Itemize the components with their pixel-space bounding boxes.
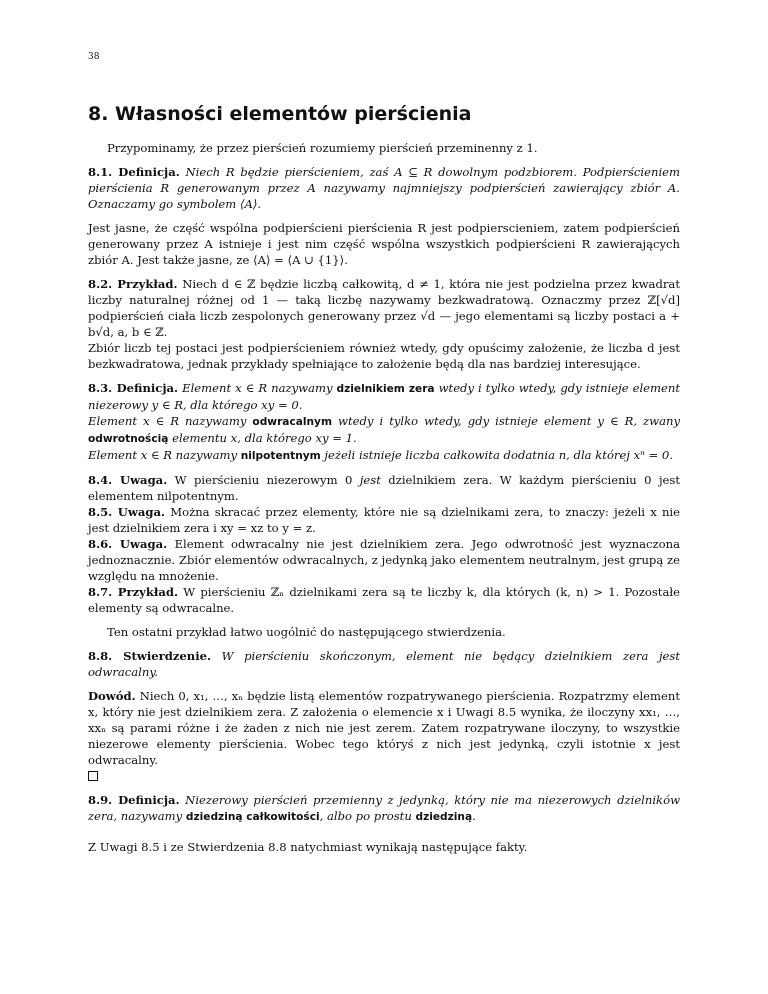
term-invertible: odwracalnym: [252, 416, 332, 428]
remarks-block: [88, 472, 680, 616]
remark-8-4: [88, 473, 680, 503]
example-8-2-continuation: Zbiór liczb tej postaci jest podpierścieniem również wtedy, gdy opuścimy założenie, że liczba d jest bezkwadratowa, jednak przykłady spełniające to założenie będą dla nas bardziej interesujące.: [88, 341, 680, 371]
definition-8-1-label: 8.1. Definicja.: [88, 165, 180, 179]
definition-8-3-sentence2-middle: wtedy i tylko wtedy, gdy istnieje element y ∈ R, zwany: [338, 414, 680, 428]
example-8-7-text: W pierścieniu ℤₙ dzielnikami zera są te liczby k, dla których (k, n) > 1. Pozostałe elementy są odwracalne.: [88, 585, 680, 615]
proposition-8-8: [88, 648, 680, 680]
proof-paragraph: [88, 688, 680, 784]
definition-8-3-sentence1-start: Element x ∈ R nazywamy: [182, 381, 333, 395]
remark-8-6-label: 8.6. Uwaga.: [88, 537, 168, 551]
term-nilpotent: nilpotentnym: [240, 450, 321, 462]
example-8-2: [88, 276, 680, 340]
remark-8-4-text-end: dzielnikiem zera. W każdym pierścieniu 0 jest elementem nilpotentnym.: [88, 473, 681, 503]
definition-8-9-text-middle: , albo po prostu: [319, 809, 412, 823]
remark-8-5: [88, 505, 680, 535]
definition-8-3: [88, 380, 680, 464]
closing-paragraph: Z Uwagi 8.5 i ze Stwierdzenia 8.8 natychmiast wynikają następujące fakty.: [88, 840, 528, 854]
definition-8-1: [88, 164, 680, 212]
example-8-7-label: 8.7. Przykład.: [88, 585, 179, 599]
proposition-8-8-text: W pierścieniu skończonym, element nie będący dzielnikiem zera jest odwracalny.: [88, 649, 681, 679]
page-title: 8. Własności elementów pierścienia: [88, 103, 472, 125]
definition-8-3-sentence3-end: jeżeli istnieje liczba całkowita dodatnia n, dla której xⁿ = 0.: [324, 448, 673, 462]
paragraph-after-8-1: Jest jasne, że część wspólna podpierścieni pierścienia R jest podpierscieniem, zatem podpierścień generowany przez A istnieje i jest nim część wspólna wszystkich podpierścieni R zawierających zbiór A. Jest także jasne, ze ⟨A⟩ = ⟨A ∪ {1}⟩.: [88, 221, 680, 267]
term-domain: dziedziną: [415, 811, 473, 823]
term-integral-domain: dziedziną całkowitości: [185, 811, 320, 823]
remark-8-6: [88, 537, 680, 583]
term-zero-divisor: dzielnikiem zera: [336, 383, 435, 395]
proof-text: Niech 0, x₁, …, xₙ będzie listą elementów rozpatrywanego pierścienia. Rozpatrzmy element x, który nie jest dzielnikiem zera. Z założenia o elemencie x i Uwagi 8.5 wynika, że iloczyny xx₁, …, xxₙ są parami różne i że żaden z nich nie jest zerem. Zatem rozpatrywane iloczyny, to wszystkie niezerowe elementy pierścienia. Wobec tego któryś z nich jest jedynką, czyli istotnie x jest odwracalny.: [88, 689, 681, 767]
example-8-2-label: 8.2. Przykład.: [88, 277, 178, 291]
definition-8-9-text-end: .: [472, 809, 476, 823]
definition-8-9: [88, 792, 680, 825]
definition-8-1-text: Niech R będzie pierścieniem, zaś A ⊆ R dowolnym podzbiorem. Podpierścieniem pierścienia R generowanym przez A nazywamy najmniejszy podpierścień zawierający zbiór A. Oznaczamy go symbolem ⟨A⟩.: [88, 165, 681, 211]
definition-8-3-sentence3-start: Element x ∈ R nazywamy: [88, 448, 238, 462]
remark-8-4-emphasis: jest: [359, 473, 381, 487]
example-8-7: [88, 585, 680, 615]
intro-paragraph: Przypominamy, że przez pierścień rozumiemy pierścień przeminenny z 1.: [107, 141, 538, 155]
definition-8-3-sentence1-end: wtedy i tylko wtedy, gdy istnieje element niezerowy y ∈ R, dla którego xy = 0.: [88, 381, 680, 412]
definition-8-3-sentence2-start: Element x ∈ R nazywamy: [88, 414, 247, 428]
remark-8-5-text: Można skracać przez elementy, które nie są dzielnikami zera, to znaczy: jeżeli x nie jest dzielnikiem zera i xy = xz to y = z.: [88, 505, 680, 535]
proof-label: Dowód.: [88, 689, 136, 703]
definition-8-9-label: 8.9. Definicja.: [88, 793, 180, 807]
paragraph-after-8-7: Ten ostatni przykład łatwo uogólnić do następującego stwierdzenia.: [107, 625, 506, 639]
page-number: 38: [88, 52, 100, 62]
example-8-2-text: Niech d ∈ ℤ będzie liczbą całkowitą, d ≠ 1, która nie jest podzielna przez kwadrat liczby naturalnej różnej od 1 — taką liczbę nazywamy bezkwadratową. Oznaczmy przez ℤ[√d] podpierścień ciała liczb zespolonych generowany przez √d — jego elementami są liczby postaci a + b√d, a, b ∈ ℤ.: [88, 277, 680, 339]
page-content: [88, 140, 680, 863]
definition-8-3-sentence2-end: elementu x, dla którego xy = 1.: [172, 431, 357, 445]
term-inverse: odwrotnością: [88, 433, 169, 445]
remark-8-4-label: 8.4. Uwaga.: [88, 473, 168, 487]
remark-8-6-text: Element odwracalny nie jest dzielnikiem zera. Jego odwrotność jest wyznaczona jednoznacznie. Zbiór elementów odwracalnych, z jedynką jako elementem neutralnym, jest grupą ze względu na mnożenie.: [88, 537, 680, 583]
proposition-8-8-label: 8.8. Stwierdzenie.: [88, 649, 212, 663]
remark-8-5-label: 8.5. Uwaga.: [88, 505, 166, 519]
definition-8-9-text-start: Niezerowy pierścień przemienny z jedynką, który nie ma niezerowych dzielników zera, nazywamy: [88, 793, 680, 823]
remark-8-4-text-start: W pierścieniu niezerowym 0: [174, 473, 353, 487]
definition-8-3-label: 8.3. Definicja.: [88, 381, 179, 395]
qed-square-icon: [88, 771, 98, 781]
